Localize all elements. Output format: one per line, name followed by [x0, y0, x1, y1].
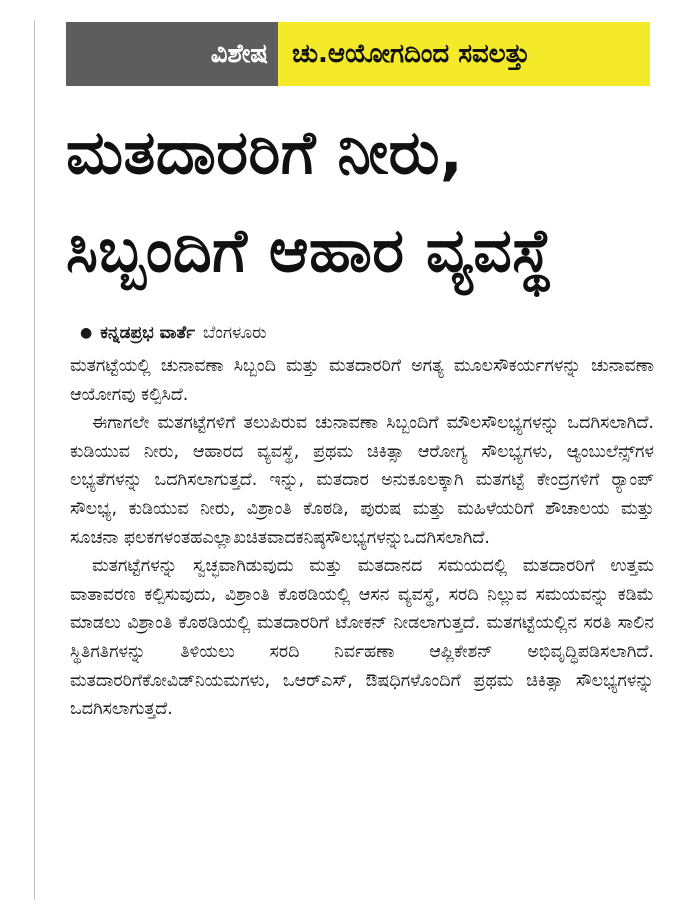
headline	[66, 104, 656, 300]
paragraph-3: ಮತಗಟ್ಟೆಗಳನ್ನು ಸ್ವಚ್ಛವಾಗಿಡುವುದು ಮತ್ತು ಮತದಾನದ ಸಮಯದಲ್ಲಿ ಮತದಾರರಿಗೆ ಉತ್ತಮ ವಾತಾವರಣ ಕಲ್ಪಿಸುವುದು, ವಿಶ್ರಾಂತಿ ಕೊಠಡಿಯಲ್ಲಿ ಆಸನ ವ್ಯವಸ್ಥೆ, ಸರದಿ ನಿಲ್ಲುವ ಸಮಯವನ್ನು ಕಡಿಮೆ ಮಾಡಲು ವಿಶ್ರಾಂತಿ ಕೊಠಡಿಯಲ್ಲಿ ಮತದಾರರಿಗೆ ಟೋಕನ್ ನೀಡಲಾಗುತ್ತದೆ. ಮತಗಟ್ಟೆಯಲ್ಲಿನ ಸರತಿ ಸಾಲಿನ ಸ್ಥಿತಿಗತಿಗಳನ್ನು ತಿಳಿಯಲು ಸರದಿ ನಿರ್ವಹಣಾ ಆಪ್ಲಿಕೇಶನ್ ಅಭಿವೃದ್ಧಿಪಡಿಸಲಾಗಿದೆ. ಮತದಾರರಿಗೆಕೋವಿಡ್‌ನಿಯಮಗಳು, ಒಆರ್‌ಎಸ್, ಔಷಧಿಗಳೊಂದಿಗೆ ಪ್ರಥಮ ಚಿಕಿತ್ಸಾ ಸೌಲಭ್ಯಗಳನ್ನು ಒದಗಿಸಲಾಗುತ್ತದೆ.	[70, 556, 654, 720]
headline-line-2: ಸಿಬ್ಬಂದಿಗೆ ಆಹಾರ ವ್ಯವಸ್ಥೆ	[66, 216, 554, 286]
bullet-icon: ●	[80, 325, 93, 341]
section-header	[66, 22, 650, 86]
byline-agency: ಕನ್ನಡಪ್ರಭ ವಾರ್ತೆ	[100, 323, 196, 343]
column-rule	[34, 20, 35, 900]
byline-place: ಬೆಂಗಳೂರು	[203, 323, 267, 343]
section-tag: ವಿಶೇಷ	[66, 22, 278, 86]
byline	[80, 320, 267, 346]
paragraph-1: ಮತಗಟ್ಟೆಯಲ್ಲಿ ಚುನಾವಣಾ ಸಿಬ್ಬಂದಿ ಮತ್ತು ಮತದಾರರಿಗೆ ಅಗತ್ಯ ಮೂಲಸೌಕರ್ಯಗಳನ್ನು ಚುನಾವಣಾ ಆಯೋಗವು ಕಲ್ಪಿಸಿದೆ.	[70, 356, 654, 405]
kicker-label: ಚು.ಆಯೋಗದಿಂದ ಸವಲತ್ತು	[278, 22, 650, 86]
headline-line-1: ಮತದಾರರಿಗೆ ನೀರು,	[66, 118, 464, 188]
article-body	[70, 352, 654, 724]
paragraph-2: ಈಗಾಗಲೇ ಮತಗಟ್ಟೆಗಳಿಗೆ ತಲುಪಿರುವ ಚುನಾವಣಾ ಸಿಬ್ಬಂದಿಗೆ ಮೌಲಸೌಲಭ್ಯಗಳನ್ನು ಒದಗಿಸಲಾಗಿದೆ. ಕುಡಿಯುವ ನೀರು, ಆಹಾರದ ವ್ಯವಸ್ಥೆ, ಪ್ರಥಮ ಚಿಕಿತ್ಸಾ ಆರೋಗ್ಯ ಸೌಲಭ್ಯಗಳು, ಆ್ಯಂಬುಲೆನ್ಸ್‌ಗಳ ಲಭ್ಯತೆಗಳನ್ನು ಒದಗಿಸಲಾಗುತ್ತದೆ. ಇನ್ನು, ಮತದಾರ ಅನುಕೂಲಕ್ಕಾಗಿ ಮತಗಟ್ಟೆ ಕೇಂದ್ರಗಳಿಗೆ ರ್‍ಯಾಂಪ್ ಸೌಲಭ್ಯ, ಕುಡಿಯುವ ನೀರು, ವಿಶ್ರಾಂತಿ ಕೊಠಡಿ, ಪುರುಷ ಮತ್ತು ಮಹಿಳೆಯರಿಗೆ ಶೌಚಾಲಯ ಮತ್ತು ಸೂಚನಾ ಫಲಕಗಳಂತಹಎಲ್ಲಾಖಚಿತವಾದಕನಿಷ್ಠಸೌಲಭ್ಯಗಳನ್ನುಒದಗಿಸಲಾಗಿದೆ.	[70, 413, 654, 548]
